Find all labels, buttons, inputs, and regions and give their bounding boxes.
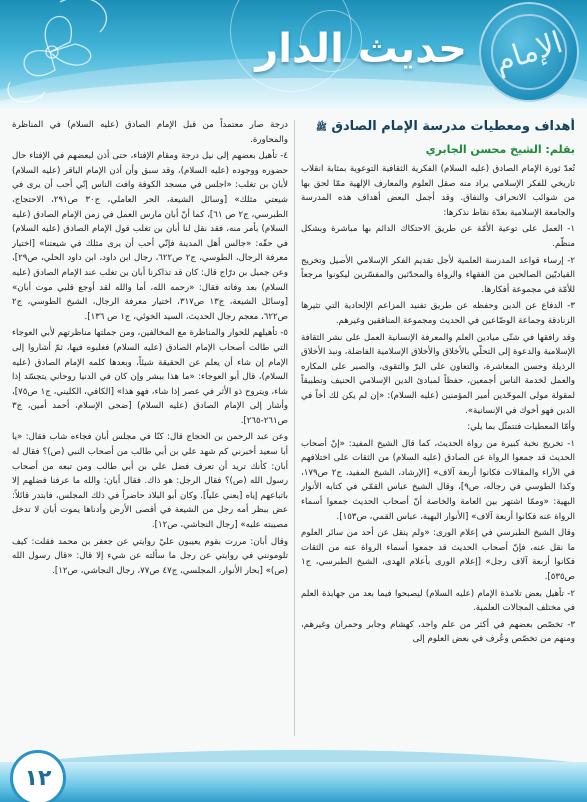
paragraph: وقال أبان: مررت بقوم يعيبون عليّ روايتي عن جعفر بن محمد فقلت: كيف تلومونني في روايتي عن رجل ما سألته عن شيء إلا قال: «قال رسول الله (ص)» [بحار الأنوار، المجلسي، ج٤٧ ص٧٧، رجال النجاشي، ص١٢].	[12, 536, 288, 576]
left-column	[12, 118, 288, 738]
paragraph: ٤- تأهيل بعضهم إلى نيل درجة ومقام الإفتاء، حتى أذن لبعضهم في الإفتاء حال حضوره ووجوده (عليه السلام)، وقد سبق وأن أذن الإمام الباقر (عليه السلام) لأبان بن تغلب: «اجلس في مسجد الكوفة وافت الناس إنّي أحب أن يرى في شيعتي مثلك» [وسائل الشيعة، الحر العاملي، ج٣٠ ص٢٩١، الاحتجاج، الطبرسي، ج٢ ص ٦١]، كما أنّ أبان مارس العمل في زمن الإمام الصادق (عليه السلام) بأمر منه، فقد نقل لنا أبان بن تغلب قول الإمام الصادق (عليه السلام) في حقّه: «جالس أهل المدينة فإنّي أحب أن يرى مثلك في شيعتنا» [اختيار معرفة الرجال، الطوسي، ج٢ ص٦٢٢، رجال ابن داود، ابن داود الحلي، ص٢٩]، وعن جميل بن درّاج قال: كان قد تذاكرنا أبان بن تغلب عند الإمام الصادق (عليه السلام) بعد وفاته فقال: «رحمه الله، أما والله لقد أوجع قلبي موت أبان» [وسائل الشيعة، ج١٣ ص٣١٧، اختيار معرفة الرجال، الشيخ الطوسي، ج٢ ص٦٢٢، معجم رجال الحديث، السيد الخوئي، ج١ ص ١٣٦].	[12, 151, 288, 322]
paragraph: ٢- إرساء قواعد المدرسة العلمية لأجل تقديم الفكر الإسلامي الأصيل وتخريج القياديّين الصالحين من الفقهاء والرواة والمحدّثين والمفسّرين ليكونوا مرجعاً للأمّة في مجموعة أفكارها.	[301, 255, 575, 295]
page-header	[0, 0, 587, 108]
paragraph: ١- العمل على توعية الأمّة عن طريق الاحتكاك الدائم بها مباشرة وبشكل منظّم.	[301, 224, 575, 249]
paragraph: درجة صار معتمداً من قبل الإمام الصادق (عليه السلام) في المناظرة والمحاورة.	[12, 120, 288, 145]
paragraph: وقد رافقها في شتّى ميادين العلم والمعرفة الإنسانية العمل على نشر الثقافة الإسلامية والدعوة إلى التحلّي بالأخلاق والأخلاق الإسلامية الفاضلة، ونبذ الأخلاق الرذيلة وحسن المعاشرة، والتعاون على البرّ والتقوى، والصبر على المكاره والعمل لخدمة الناس أجمعين، حفظاً لمبادئ الدين الإسلامي الحنيف وتطبيقاً لمقولة مولى الموحّدين أمير المؤمنين (عليه السلام): «إن لم يكن لك أخاً في الدين فهو أخوك في الإنسانية».	[301, 332, 575, 416]
section-title: حديث الدار	[255, 26, 467, 72]
logo-text: الإمام	[490, 24, 568, 80]
column-divider	[294, 120, 295, 736]
footer-band	[0, 762, 587, 802]
page-footer	[0, 742, 587, 802]
paragraph: وأمّا المعطيات فتتمثّل بما يلي:	[467, 422, 575, 433]
article-title	[301, 118, 575, 137]
article-author: بقلم: الشيخ محسن الجابري	[425, 143, 575, 156]
paragraph: ١- تخريج نخبة كبيرة من رواة الحديث، كما قال الشيخ المفيد: «إنّ أصحاب الحديث قد جمعوا الرواة عن الصادق (عليه السلام) من الثقات على اختلافهم في الآراء والمقالات فكانوا أربعة آلاف» [الإرشاد، الشيخ المفيد، ج٢ ص١٧٩، وكذا الطوسي في رجاله، ص٩]، وقال الشيخ عباس القمّي في كتابه الأنوار البهية: «وممّا اشتهر بين العامة والخاصة أنّ أصحاب الحديث جمعوا أسماء الرواة عنه فكانوا أربعة آلاف» [الأنوار البهية، عباس القمي، ص١٥٣].	[301, 438, 575, 522]
flower-decoration-icon	[0, 0, 140, 108]
honorific-glyph: ﷺ	[315, 123, 327, 133]
paragraph: ٢- تأهيل بعض تلامذة الإمام (عليه السلام) ليصبحوا فيما بعد من جهابذة العلم في مختلف المجالات العلمية.	[301, 588, 575, 614]
magazine-logo	[479, 2, 579, 102]
paragraph: وعن عبد الرحمن بن الحجاج قال: كنّا في مجلس أبان فجاءه شاب فقال: «يا أبا سعيد أخبرني كم شهد علي بن أبي طالب من أصحاب النبي (ص)؟ فقال له أبان: كأنك تريد أن تعرف فضل علي بن أبي طالب ومن تبعه من أصحاب رسول الله (ص)؟ فقال الرجل: هو ذاك. فقال أبان: والله ما عرفنا فضلهم إلا باتباعهم إياه [يعني علياً]. وكان أبو البلاد حاضراً في ذلك المجلس، فابتدر قائلاً: عض ببظر أمه رجل من الشيعة في أقصى الأرض وأدناها يموت أبان لا تدخل مصيبته عليه» [رجال النجاشي، ص١٢].	[12, 432, 288, 531]
page-number: ١٢	[10, 750, 66, 802]
paragraph: تُعدّ ثورة الإمام الصادق (عليه السلام) الفكرية الثقافية التوعوية بمثابة انقلاب تاريخي للفكر الإسلامي يراد منه صقل العلوم والمعارف الإلهية ممّا لحق بها من شوائب الانحراف والنفاق. وقد أجمل البعض أهداف هذه المدرسة والجامعة الإسلامية بعدّة نقاط نذكرها:	[301, 164, 575, 218]
article-title-text: أهداف ومعطيات مدرسة الإمام الصادق	[331, 119, 575, 134]
paragraph: ٥- تأهيلهم للحوار والمناظرة مع المخالفين، ومن جملتها مناظرتهم لأبي العوجاء التي طالت أصحاب الإمام الصادق (عليه السلام) فغلبوه فيها، ثمّ أشاروا إلى الإمام إن شاء أن يعلم عن الحقيقة شيئاً، وبعدها كلمه الإمام الصادق (عليه السلام)، قال أبو العوجاء: «ما هذا ببشر وإن كان في الدنيا روحاني يتجسّد إذا شاء، ويتروح ذو الأثر في عصر إذا شاء، فهو هذا» [الكافي، الكليني، ج١ ص٧٥]، وأشار إلى الإمام الصادق (عليه السلام) [ضحى الإسلام، أحمد أمين، ج٣ ص٢٦١-٢٦٥].	[12, 328, 288, 426]
paragraph: ٣- تخصّص بعضهم في أكثر من علم واحد، كهشام وجابر وحمران وغيرهم، ومنهم من تخصّص وعُرف في بعض العلوم إلى	[301, 619, 575, 645]
right-column	[301, 118, 575, 738]
paragraph: وقال الشيخ الطبرسي في إعلام الورى: «ولم ينقل عن أحد من سائر العلوم ما نقل عنه، فإنّ أصحاب الحديث قد جمعوا أسماء الرواة عنه من الثقات فكانوا أربعة آلاف رجل» [إعلام الورى بأعلام الهدى، الشيخ الطبرسي، ج١ ص٥٣٥].	[301, 528, 575, 583]
paragraph: ٣- الدفاع عن الدين وحفظه عن طريق تفنيد المزاعم الإلحادية التي تثيرها الزنادقة وجماعة الوضّاعين في الحديث ومجموعة المنافقين وغيرهم.	[301, 301, 575, 326]
